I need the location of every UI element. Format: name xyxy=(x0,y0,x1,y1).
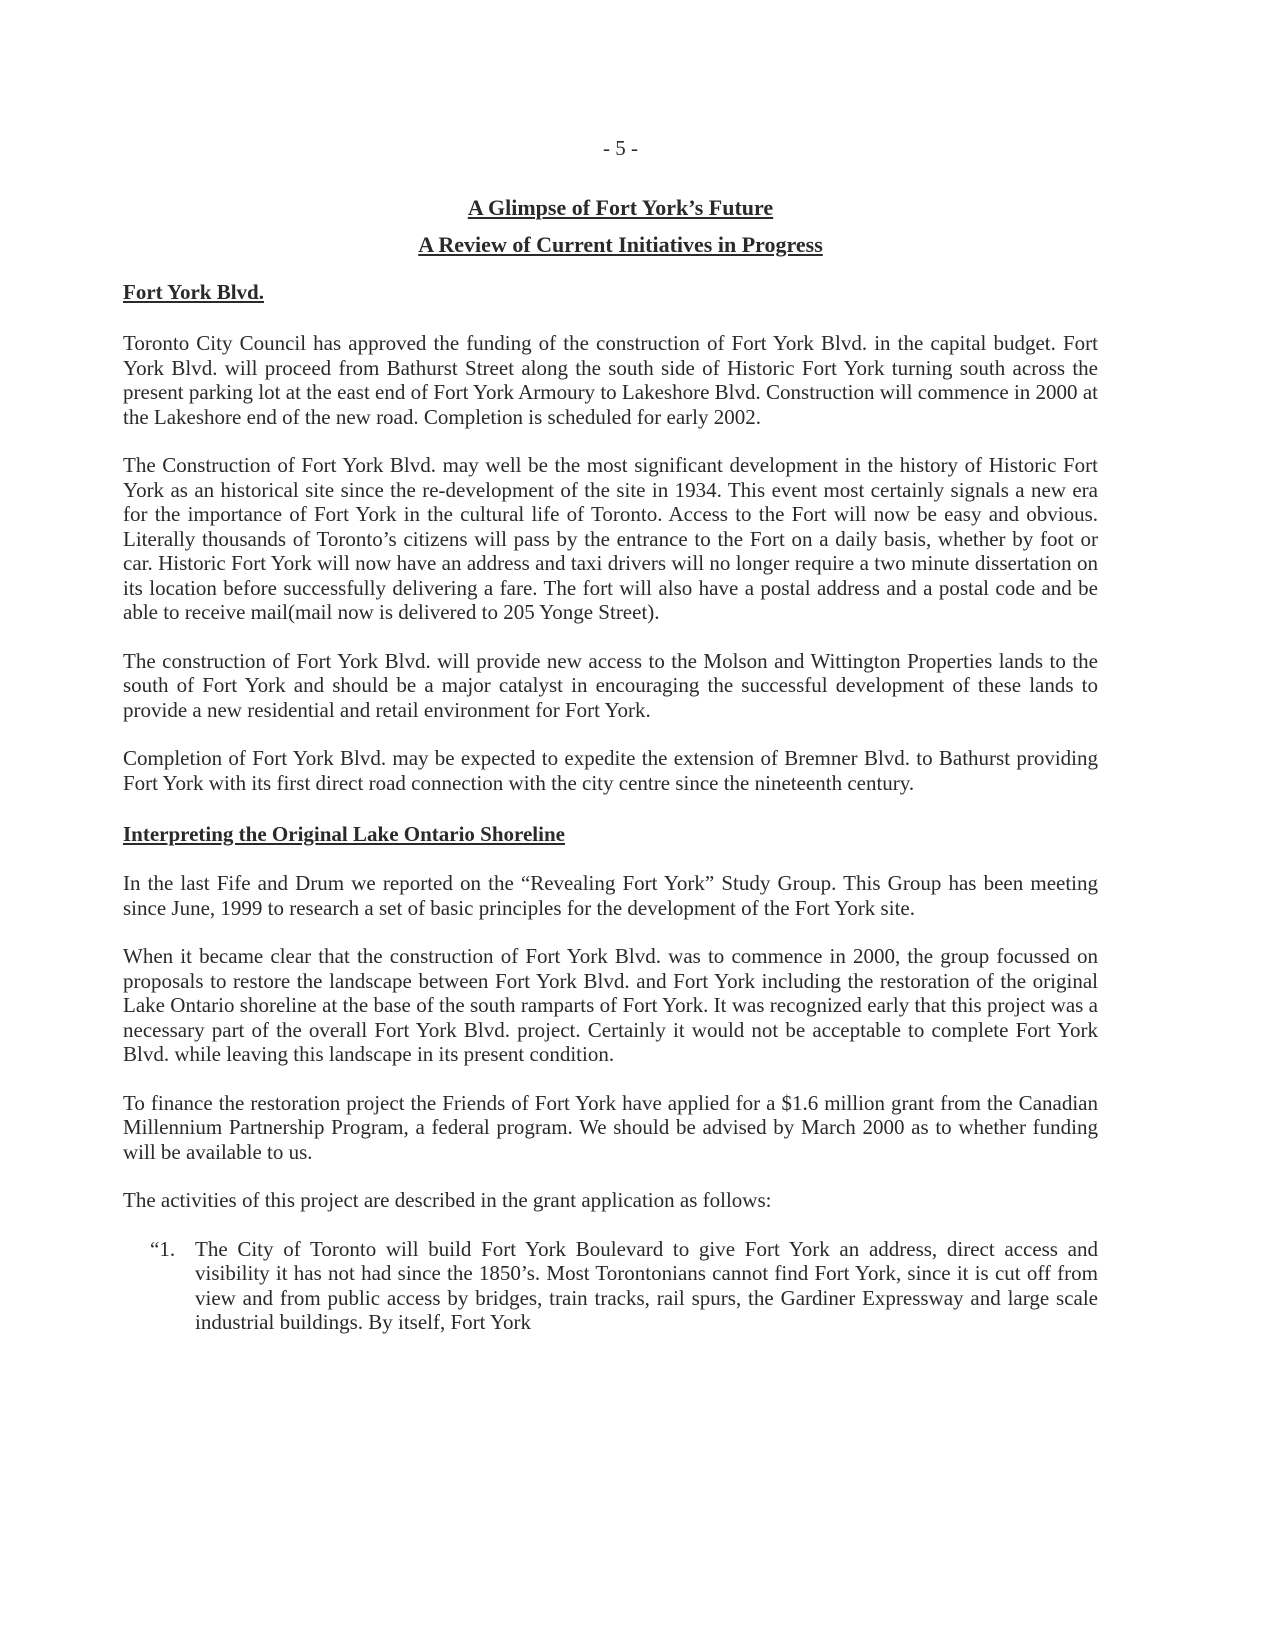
paragraph: The construction of Fort York Blvd. will provide new access to the Molson and Wittington Properties lands to the south of Fort York and should be a major catalyst in encouraging the successful development of these lands to provide a new residential and retail environment for Fort York. xyxy=(123,648,1098,722)
paragraph: In the last Fife and Drum we reported on the “Revealing Fort York” Study Group. This Group has been meeting since June, 1999 to research a set of basic principles for the development of the Fort York site. xyxy=(123,871,1098,920)
paragraph: Toronto City Council has approved the funding of the construction of Fort York Blvd. in the capital budget. Fort York Blvd. will proceed from Bathurst Street along the south side of Historic Fort York turning south across the present parking lot at the east end of Fort York Armoury to Lakeshore Blvd. Construction will commence in 2000 at the Lakeshore end of the new road. Completion is scheduled for early 2002. xyxy=(123,331,1098,429)
section-heading-shoreline: Interpreting the Original Lake Ontario Shoreline xyxy=(123,822,565,846)
document-page xyxy=(123,136,1098,1335)
document-title: A Glimpse of Fort York’s Future xyxy=(467,195,774,220)
paragraph: To finance the restoration project the Friends of Fort York have applied for a $1.6 million grant from the Canadian Millennium Partnership Program, a federal program. We should be advised by March 2000 as to whether funding will be available to us. xyxy=(123,1090,1098,1164)
paragraph: Completion of Fort York Blvd. may be expected to expedite the extension of Bremner Blvd. to Bathurst providing Fort York with its first direct road connection with the city centre since the nineteenth century. xyxy=(123,746,1098,795)
paragraph: The activities of this project are described in the grant application as follows: xyxy=(123,1188,772,1212)
quoted-list-item xyxy=(123,1237,1098,1335)
list-item-text: The City of Toronto will build Fort York Boulevard to give Fort York an address, direct access and visibility it has not had since the 1850’s. Most Torontonians cannot find Fort York, since it is cut off from view and from public access by bridges, train tracks, rail spurs, the Gardiner Expressway and large scale industrial buildings. By itself, Fort York xyxy=(195,1236,1098,1334)
paragraph: When it became clear that the construction of Fort York Blvd. was to commence in 2000, the group focussed on proposals to restore the landscape between Fort York Blvd. and Fort York including the restoration of the original Lake Ontario shoreline at the base of the south ramparts of Fort York. It was recognized early that this project was a necessary part of the overall Fort York Blvd. project. Certainly it would not be acceptable to complete Fort York Blvd. while leaving this landscape in its present condition. xyxy=(123,944,1098,1066)
section-heading-fort-york-blvd: Fort York Blvd. xyxy=(123,280,264,304)
list-item-number: “1. xyxy=(150,1236,176,1261)
document-subtitle: A Review of Current Initiatives in Progress xyxy=(418,232,823,257)
page-number: - 5 - xyxy=(603,136,638,160)
paragraph: The Construction of Fort York Blvd. may well be the most significant development in the history of Historic Fort York as an historical site since the re-development of the site in 1934. This event most certainly signals a new era for the importance of Fort York in the cultural life of Toronto. Access to the Fort will now be easy and obvious. Literally thousands of Toronto’s citizens will pass by the entrance to the Fort on a daily basis, whether by foot or car. Historic Fort York will now have an address and taxi drivers will no longer require a two minute dissertation on its location before successfully delivering a fare. The fort will also have a postal address and a postal code and be able to receive mail(mail now is delivered to 205 Yonge Street). xyxy=(123,453,1098,624)
